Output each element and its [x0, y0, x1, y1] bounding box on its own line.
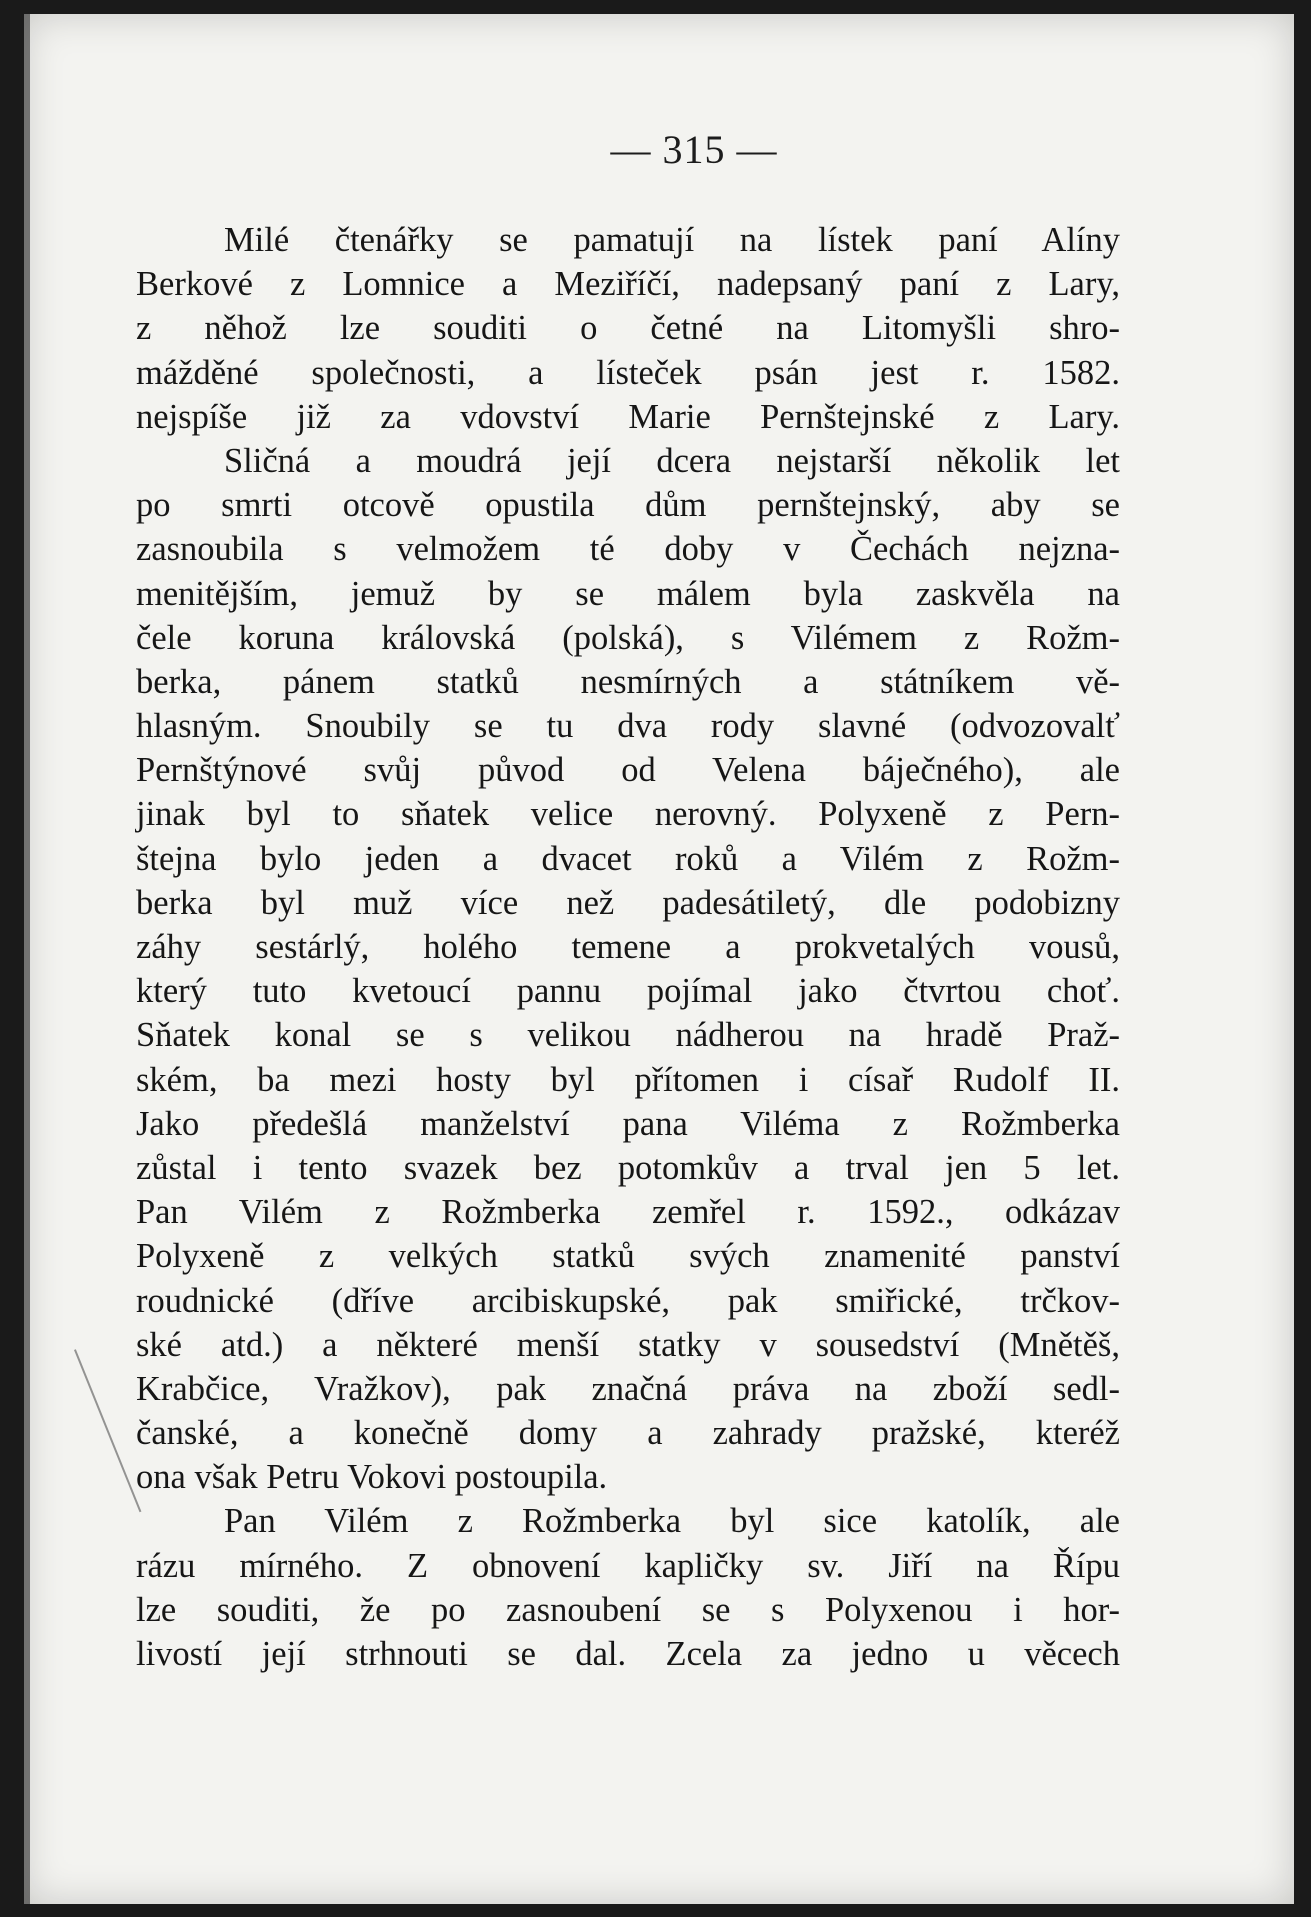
text-line: záhy sestárlý, holého temene a prokvetalých vousů, — [136, 928, 1120, 966]
text-line: nejspíše již za vdovství Marie Pernštejnské z Lary. — [136, 397, 1120, 436]
page-number: — 315 — — [610, 127, 778, 172]
paragraph-2 — [136, 1499, 1120, 1676]
text-line: čele koruna královská (polská), s Vilémem z Rožm- — [136, 618, 1120, 657]
text-line: Berkové z Lomnice a Meziříčí, nadepsaný paní z Lary, — [136, 265, 1120, 304]
text-line: menitějším, jemuž by se málem byla zaskvěla na — [136, 574, 1120, 613]
text-line: zasnoubila s velmožem té doby v Čechách nejzna- — [136, 530, 1120, 569]
text-line: po smrti otcově opustila dům pernštejnský, aby se — [136, 486, 1120, 525]
text-line: Polyxeně z velkých statků svých znamenité panství — [136, 1237, 1120, 1276]
text-line: Pernštýnové svůj původ od Velena báječného), ale — [136, 751, 1120, 790]
text-line: hlasným. Snoubily se tu dva rody slavné (odvozovalť — [136, 707, 1120, 746]
text-line: berka byl muž více než padesátiletý, dle podobizny — [136, 883, 1120, 922]
text-line: jinak byl to sňatek velice nerovný. Polyxeně z Pern- — [136, 795, 1120, 834]
text-line: zůstal i tento svazek bez potomkův a trval jen 5 let. — [136, 1148, 1120, 1187]
text-line: ském, ba mezi hosty byl přítomen i císař Rudolf II. — [136, 1060, 1120, 1099]
text-line: Sličná a moudrá její dcera nejstarší několik let — [224, 441, 1120, 480]
text-line: Krabčice, Vražkov), pak značná práva na zboží sedl- — [136, 1369, 1120, 1408]
text-line: z něhož lze souditi o četné na Litomyšli shro- — [136, 309, 1120, 348]
text-line: Sňatek konal se s velikou nádherou na hradě Praž- — [136, 1016, 1120, 1055]
text-line: Pan Vilém z Rožmberka zemřel r. 1592., odkázav — [136, 1193, 1120, 1232]
text-line: berka, pánem statků nesmírných a státníkem vě- — [136, 662, 1120, 701]
text-line: ona však Petru Vokovi postoupila. — [136, 1458, 608, 1497]
text-line: ské atd.) a některé menší statky v sousedství (Mnětěš, — [136, 1325, 1120, 1364]
text-line: který tuto kvetoucí pannu pojímal jako čtvrtou choť. — [136, 972, 1120, 1011]
text-line: roudnické (dříve arcibiskupské, pak smiřické, trčkov- — [136, 1281, 1120, 1320]
page-edge — [24, 14, 30, 1904]
text-line: Pan Vilém z Rožmberka byl sice katolík, ale — [224, 1502, 1120, 1541]
text-line: Milé čtenářky se pamatují na lístek paní Alíny — [224, 221, 1120, 259]
text-line: čanské, a konečně domy a zahrady pražské, kteréž — [136, 1414, 1120, 1453]
text-line: livostí její strhnouti se dal. Zcela za jedno u věcech — [136, 1635, 1120, 1673]
paragraph-1 — [136, 218, 1120, 1499]
body-text — [136, 218, 1120, 1676]
text-line: Jako předešlá manželství pana Viléma z Rožmberka — [136, 1104, 1120, 1143]
text-line: lze souditi, že po zasnoubení se s Polyxenou i hor- — [136, 1590, 1120, 1629]
text-line: štejna bylo jeden a dvacet roků a Vilém z Rožm- — [136, 839, 1120, 878]
text-line: mážděné společnosti, a lísteček psán jest r. 1582. — [136, 353, 1120, 392]
text-line: rázu mírného. Z obnovení kapličky sv. Jiří na Řípu — [136, 1546, 1120, 1585]
